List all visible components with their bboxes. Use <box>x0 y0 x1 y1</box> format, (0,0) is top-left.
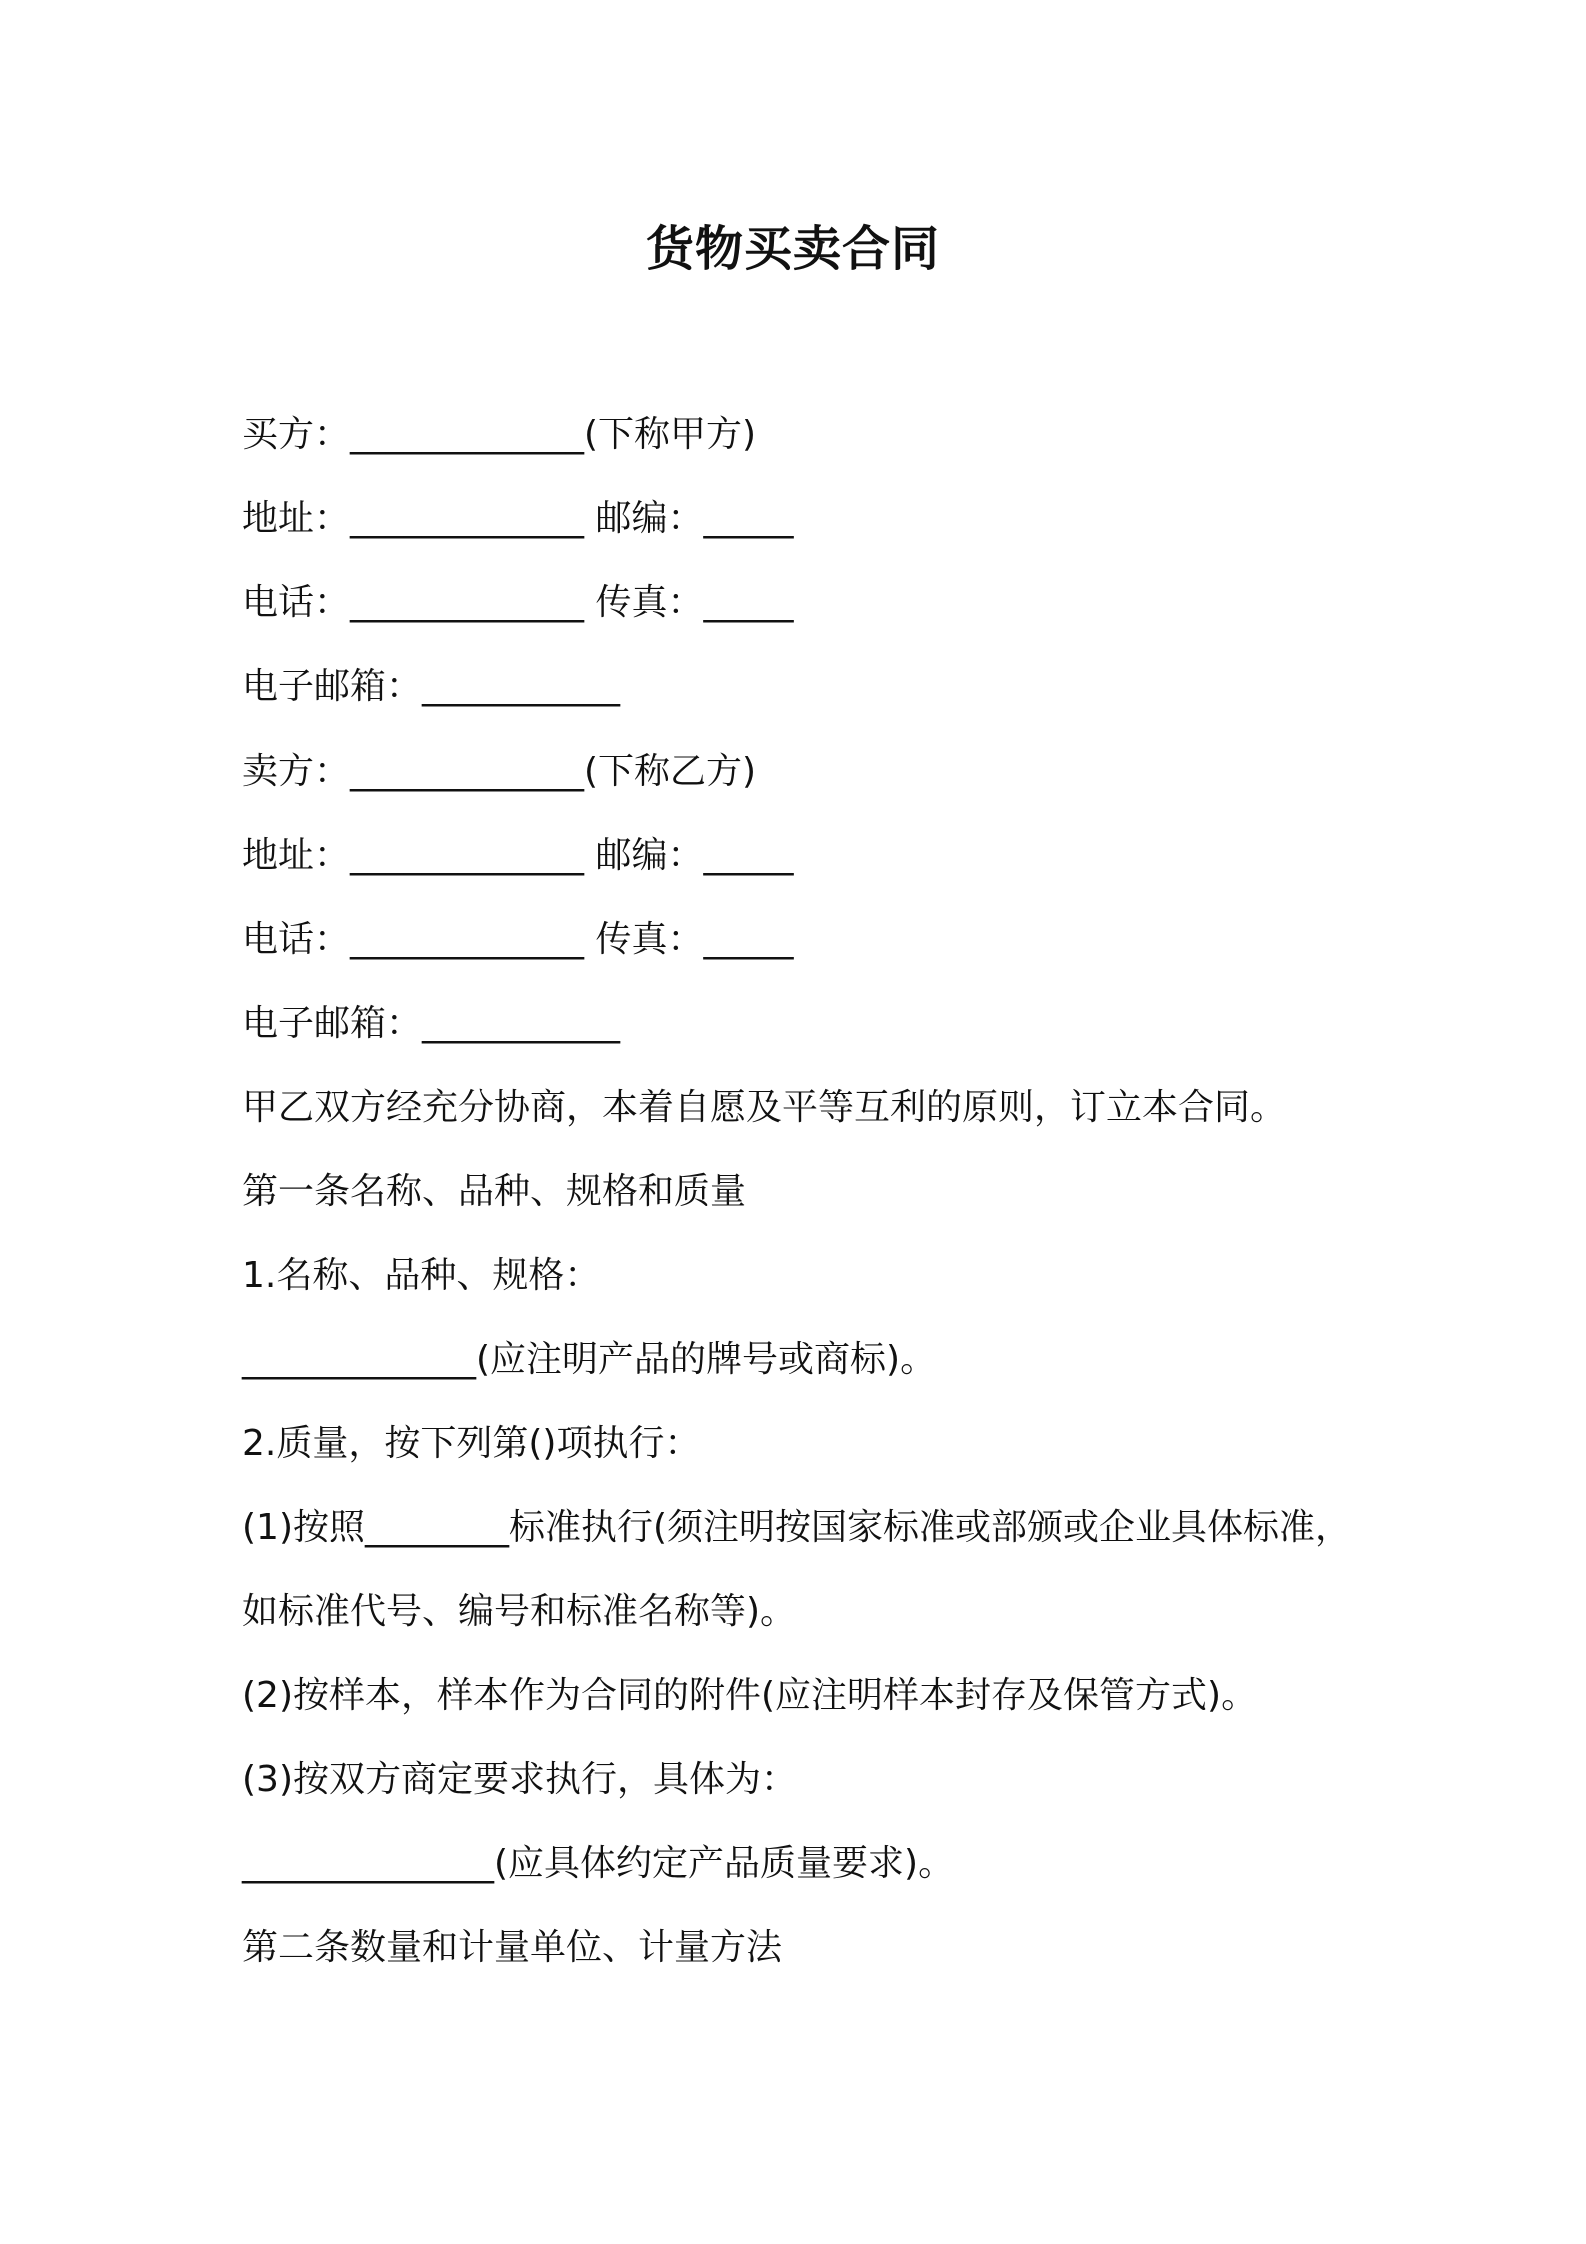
article-1-item-1-blank: _____________(应注明产品的牌号或商标)。 <box>242 1339 937 1380</box>
buyer-address-line: 地址：_____________ 邮编：_____ <box>242 498 794 539</box>
quality-option-1-continued: 如标准代号、编号和标准名称等)。 <box>242 1591 797 1632</box>
buyer-phone-line: 电话：_____________ 传真：_____ <box>242 582 794 623</box>
quality-option-2: (2)按样本，样本作为合同的附件(应注明样本封存及保管方式)。 <box>242 1675 1258 1716</box>
seller-name-line: 卖方：_____________(下称乙方) <box>242 751 757 792</box>
seller-address-line: 地址：_____________ 邮编：_____ <box>242 835 794 876</box>
article-1-heading: 第一条名称、品种、规格和质量 <box>242 1171 747 1212</box>
quality-option-1: (1)按照________标准执行(须注明按国家标准或部颁或企业具体标准， <box>242 1507 1352 1548</box>
seller-email-line: 电子邮箱：___________ <box>242 1003 621 1044</box>
quality-option-3-blank: ______________(应具体约定产品质量要求)。 <box>242 1843 955 1884</box>
quality-option-3: (3)按双方商定要求执行，具体为： <box>242 1759 797 1800</box>
page-title: 货物买卖合同 <box>645 221 940 277</box>
article-1-item-1: 1.名称、品种、规格： <box>242 1255 601 1296</box>
article-2-heading: 第二条数量和计量单位、计量方法 <box>242 1927 783 1968</box>
agreement-statement: 甲乙双方经充分协商，本着自愿及平等互利的原则，订立本合同。 <box>242 1087 1287 1128</box>
buyer-email-line: 电子邮箱：___________ <box>242 666 621 707</box>
seller-phone-line: 电话：_____________ 传真：_____ <box>242 919 794 960</box>
article-1-item-2: 2.质量，按下列第()项执行： <box>242 1423 701 1464</box>
buyer-name-line: 买方：_____________(下称甲方) <box>242 414 757 455</box>
